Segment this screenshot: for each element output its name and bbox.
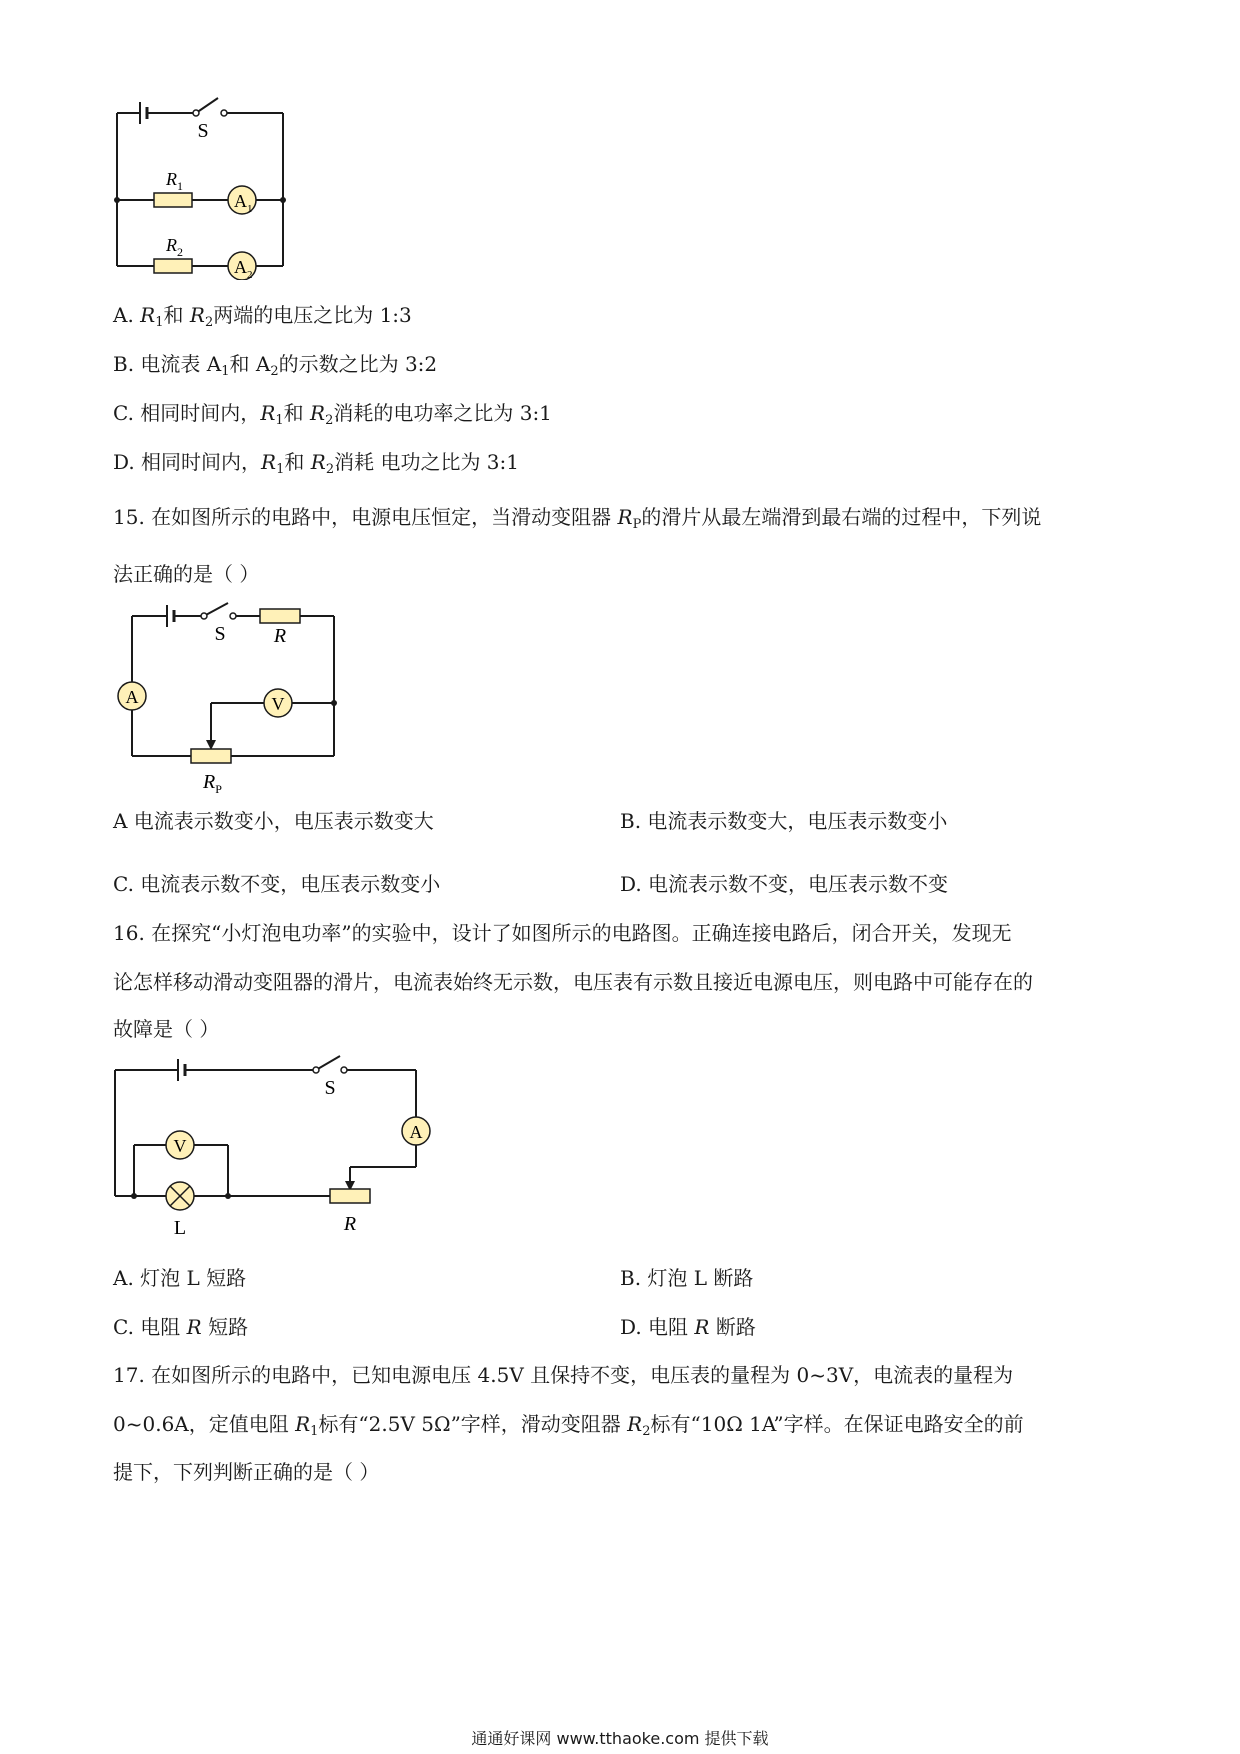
q16-stem-line-2: 论怎样移动滑动变阻器的滑片，电流表始终无示数，电压表有示数且接近电源电压，则电路中可能存在的	[113, 970, 1033, 994]
q15-option-d: D. 电流表示数不变，电压表示数不变	[620, 872, 949, 896]
q15-option-b: B. 电流表示数变大，电压表示数变小	[620, 809, 948, 833]
q14-option-a: A. $R_1$和 $R_2$两端的电压之比为 1:3	[113, 303, 412, 330]
q14-circuit-diagram	[100, 90, 340, 280]
q16-circuit-diagram	[100, 1050, 440, 1250]
switch-blade	[316, 1056, 340, 1070]
q14-option-c: C. 相同时间内，$R_1$和 $R_2$消耗的电功率之比为 3:1	[113, 401, 552, 428]
q16-option-d: D. 电阻 R 断路	[620, 1315, 756, 1339]
q14-option-b: B. 电流表 $A_1$和 $A_2$的示数之比为 3:2	[113, 352, 438, 379]
q15-option-c: C. 电流表示数不变，电压表示数变小	[113, 872, 441, 896]
r2-label: $R_2$	[166, 235, 183, 259]
rheostat-r	[330, 1189, 370, 1203]
a2-label: $A_2$	[234, 257, 253, 280]
voltmeter-label: V	[173, 1136, 187, 1156]
ammeter-label: A	[409, 1122, 423, 1142]
switch-blade	[204, 603, 228, 616]
switch-label: S	[324, 1077, 336, 1099]
q15-circuit-diagram	[110, 600, 350, 800]
ammeter-label: A	[125, 687, 139, 707]
q16-stem-line-3: 故障是（ ）	[113, 1017, 220, 1041]
r-label: R	[343, 1213, 357, 1235]
r1-label: $R_1$	[166, 169, 183, 193]
switch-label: S	[197, 120, 209, 142]
q16-option-b: B. 灯泡 L 断路	[620, 1266, 754, 1290]
q17-stem-line-2: 0~0.6A，定值电阻 $R_1$标有“2.5V 5Ω”字样，滑动变阻器 $R_2$标有“10Ω 1A”字样。在保证电路安全的前	[113, 1412, 1024, 1439]
rp-label: $R_P$	[203, 771, 222, 796]
resistor-r2	[154, 259, 192, 273]
page-footer: 通通好课网 www.tthaoke.com 提供下载	[471, 1729, 769, 1748]
q16-option-c: C. 电阻 R 短路	[113, 1315, 249, 1339]
voltmeter-label: V	[271, 694, 285, 714]
resistor-r	[260, 609, 300, 623]
switch-label: S	[214, 623, 226, 645]
q14-option-d: D. 相同时间内，$R_1$和 $R_2$消耗 电功之比为 3:1	[113, 450, 519, 477]
rheostat-rp	[191, 749, 231, 763]
switch-blade	[196, 98, 218, 113]
q17-stem-line-3: 提下，下列判断正确的是（ ）	[113, 1460, 380, 1484]
r-label: R	[273, 625, 287, 647]
q15-stem-line-1: 15. 在如图所示的电路中，电源电压恒定，当滑动变阻器 $R_P$的滑片从最左端滑到最右端的过程中，下列说	[113, 505, 1042, 532]
q17-stem-line-1: 17. 在如图所示的电路中，已知电源电压 4.5V 且保持不变，电压表的量程为 0~3V，电流表的量程为	[113, 1363, 1014, 1387]
resistor-r1	[154, 193, 192, 207]
lamp-label: L	[173, 1217, 187, 1239]
a1-label: $A_1$	[234, 191, 253, 215]
q16-stem-line-1: 16. 在探究“小灯泡电功率”的实验中，设计了如图所示的电路图。正确连接电路后，闭合开关，发现无	[113, 921, 1012, 945]
q15-option-a: A 电流表示数变小，电压表示数变大	[113, 809, 434, 833]
q15-stem-line-2: 法正确的是（ ）	[113, 562, 260, 586]
q16-option-a: A. 灯泡 L 短路	[113, 1266, 247, 1290]
lamp-icon	[166, 1182, 194, 1210]
